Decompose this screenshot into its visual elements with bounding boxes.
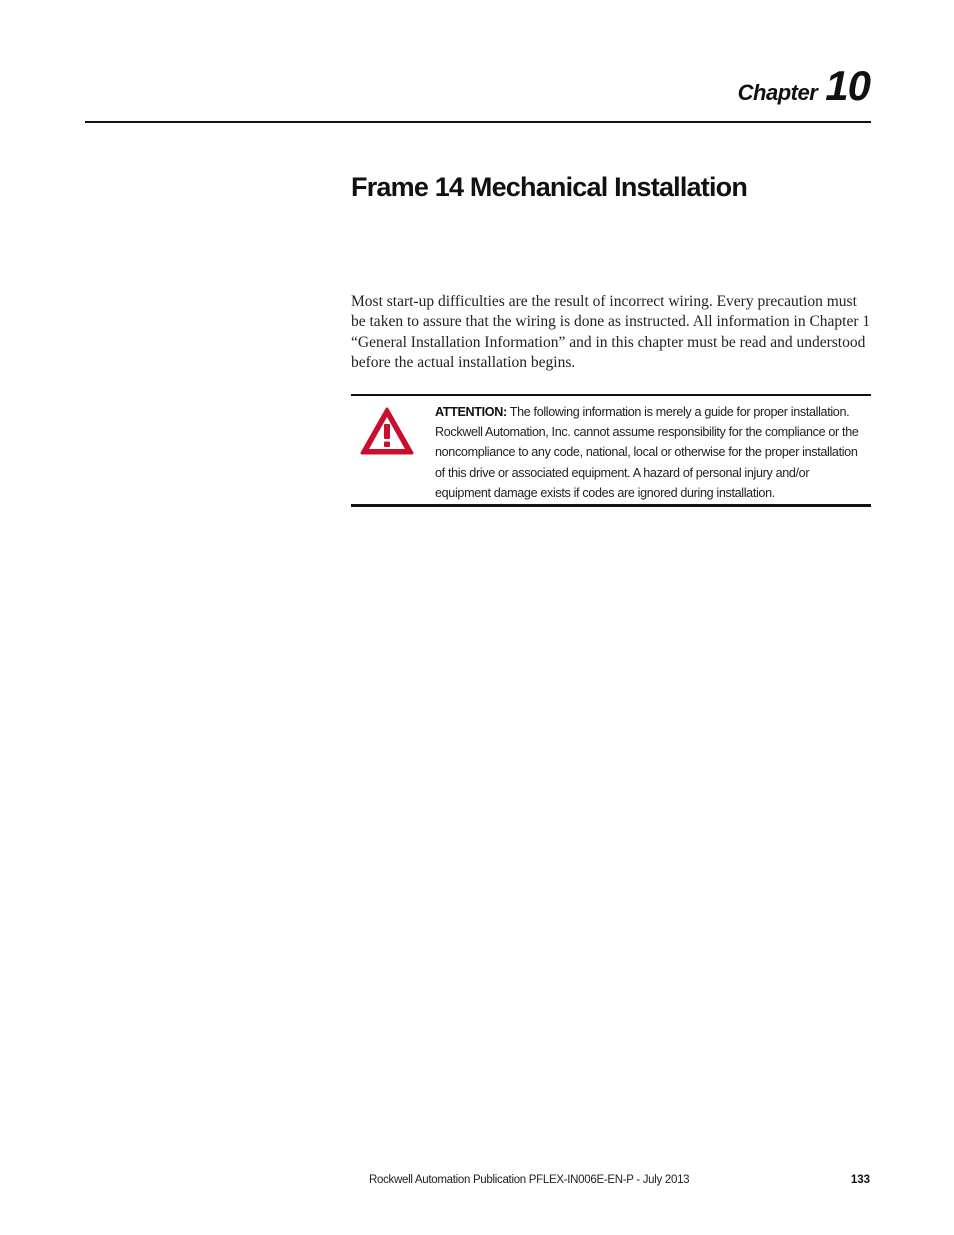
intro-paragraph: Most start-up difficulties are the result of incorrect wiring. Every precaution must be taken to assure that the wiring is done as instructed. All information in Chapter 1 “General Installation Information” and in this chapter must be read and understood before the actual installation begins. bbox=[351, 293, 871, 371]
attention-body: The following information is merely a guide for proper installation. Rockwell Automation, Inc. cannot assume responsibility for the compliance or the noncompliance to any code, national, local or otherwise for the proper installation of this drive or associated equipment. A hazard of personal injury and/or equipment damage exists if codes are ignored during installation. bbox=[435, 405, 859, 500]
warning-triangle-icon bbox=[359, 406, 415, 456]
attention-text bbox=[435, 402, 867, 503]
footer-publication: Rockwell Automation Publication PFLEX-IN006E-EN-P - July 2013 bbox=[369, 1174, 690, 1186]
chapter-number: 10 bbox=[825, 62, 870, 109]
page-number: 133 bbox=[850, 1174, 870, 1186]
attention-label: ATTENTION: bbox=[435, 405, 507, 419]
chapter-heading bbox=[738, 62, 870, 110]
chapter-label: Chapter bbox=[737, 80, 818, 105]
chapter-divider bbox=[85, 121, 871, 123]
page-title: Frame 14 Mechanical Installation bbox=[351, 172, 748, 202]
attention-notice bbox=[351, 394, 871, 507]
